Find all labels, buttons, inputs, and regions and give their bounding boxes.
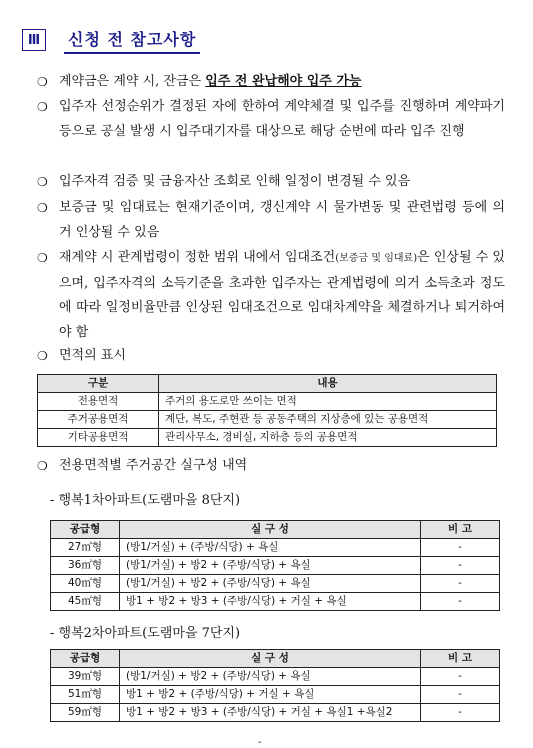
- table-row: [51, 686, 500, 704]
- page-number: -: [258, 737, 262, 748]
- table-row: [38, 393, 497, 411]
- table-cell: 51㎡형: [51, 686, 120, 704]
- table-cell: 39㎡형: [51, 668, 120, 686]
- table-cell: 방1 + 방2 + (주방/식당) + 거실 + 욕실: [120, 686, 421, 704]
- table-row: [51, 539, 500, 557]
- bullet-text: 재계약 시 관계법령이 정한 범위 내에서 임대조건: [59, 250, 336, 265]
- table-cell: -: [421, 593, 500, 611]
- table-cell: (방1/거실) + (주방/식당) + 욕실: [120, 539, 421, 557]
- circle-bullet-icon: ❍: [37, 175, 48, 189]
- table-cell: (방1/거실) + 방2 + (주방/식당) + 욕실: [120, 557, 421, 575]
- table-header: 실 구 성: [120, 521, 421, 539]
- table-cell: 주거의 용도로만 쓰이는 면적: [159, 393, 497, 411]
- bullet-deposit: [37, 70, 505, 95]
- area-definition-table: [37, 374, 497, 447]
- table-header: 구분: [38, 375, 159, 393]
- bullet-text: 면적의 표시: [59, 348, 126, 363]
- circle-bullet-icon: ❍: [37, 201, 48, 215]
- table-header: 실 구 성: [120, 650, 421, 668]
- table-cell: 36㎡형: [51, 557, 120, 575]
- table-cell: -: [421, 557, 500, 575]
- table-header: 공급형: [51, 521, 120, 539]
- bullet-selection: [37, 95, 505, 144]
- table-cell: 기타공용면적: [38, 429, 159, 447]
- table-row: [51, 593, 500, 611]
- subheading-complex-1: - 행복1차아파트(도램마을 8단지): [50, 493, 241, 508]
- table-cell: 계단, 복도, 주현관 등 공동주택의 지상층에 있는 공용면적: [159, 411, 497, 429]
- table-cell: 방1 + 방2 + 방3 + (주방/식당) + 거실 + 욕실: [120, 593, 421, 611]
- bullet-text: 입주자 선정순위가 결정된 자에 한하여 계약체결 및 입주를 진행하며 계약파기 등으로 공실 발생 시 입주대기자를 대상으로 해당 순번에 따라 입주 진행: [59, 99, 505, 139]
- table-cell: -: [421, 704, 500, 722]
- table-header: 비 고: [421, 650, 500, 668]
- table-cell: 관리사무소, 경비실, 지하층 등의 공용면적: [159, 429, 497, 447]
- table-cell: (방1/거실) + 방2 + (주방/식당) + 욕실: [120, 575, 421, 593]
- section-title: 신청 전 참고사항: [64, 27, 200, 54]
- bullet-area: [37, 344, 505, 369]
- bullet-renewal: [37, 246, 505, 345]
- table-cell: 전용면적: [38, 393, 159, 411]
- table-header: 비 고: [421, 521, 500, 539]
- bullet-composition: [37, 454, 505, 479]
- table-row: [38, 429, 497, 447]
- table-cell: -: [421, 575, 500, 593]
- subheading-complex-2: - 행복2차아파트(도램마을 7단지): [50, 626, 241, 641]
- table-cell: 방1 + 방2 + 방3 + (주방/식당) + 거실 + 욕실1 +욕실2: [120, 704, 421, 722]
- circle-bullet-icon: ❍: [37, 459, 48, 473]
- table-row: [51, 575, 500, 593]
- table-cell: 27㎡형: [51, 539, 120, 557]
- bullet-text: 계약금은 계약 시, 잔금은: [59, 74, 206, 89]
- bullet-rent: [37, 196, 505, 245]
- table-cell: 주거공용면적: [38, 411, 159, 429]
- table-row: [51, 704, 500, 722]
- circle-bullet-icon: ❍: [37, 349, 48, 363]
- table-row: [51, 557, 500, 575]
- circle-bullet-icon: ❍: [37, 100, 48, 114]
- table-cell: 40㎡형: [51, 575, 120, 593]
- circle-bullet-icon: ❍: [37, 75, 48, 89]
- circle-bullet-icon: ❍: [37, 251, 48, 265]
- bullet-verification: [37, 170, 505, 195]
- table-header: 내용: [159, 375, 497, 393]
- table-cell: -: [421, 668, 500, 686]
- table-cell: (방1/거실) + 방2 + (주방/식당) + 욕실: [120, 668, 421, 686]
- section-number: Ⅲ: [22, 29, 46, 51]
- bullet-emphasis: 입주 전 완납해야 입주 가능: [205, 74, 362, 89]
- table-row: [38, 411, 497, 429]
- table-cell: -: [421, 539, 500, 557]
- table-row: [51, 668, 500, 686]
- bullet-small-text: (보증금 및 임대료): [335, 253, 418, 264]
- bullet-text: 보증금 및 임대료는 현재기준이며, 갱신계약 시 물가변동 및 관련법령 등에 의거 인상될 수 있음: [59, 200, 505, 240]
- table-cell: -: [421, 686, 500, 704]
- table-header: 공급형: [51, 650, 120, 668]
- bullet-text: 전용면적별 주거공간 실구성 내역: [59, 458, 248, 473]
- composition-table-2: [50, 649, 500, 722]
- bullet-text-continued: 은 인상될 수 있으며, 입주자격의 소득기준을 초과한 입주자는 관계법령에 의거 소득초과 정도에 따라 일정비율만큼 인상된 임대조건으로 임대차계약을 체결하거나 퇴거하여야 함: [59, 250, 505, 340]
- section-header: [22, 27, 200, 53]
- composition-table-1: [50, 520, 500, 611]
- table-cell: 45㎡형: [51, 593, 120, 611]
- bullet-text: 입주자격 검증 및 금융자산 조회로 인해 일정이 변경될 수 있음: [59, 174, 411, 189]
- table-cell: 59㎡형: [51, 704, 120, 722]
